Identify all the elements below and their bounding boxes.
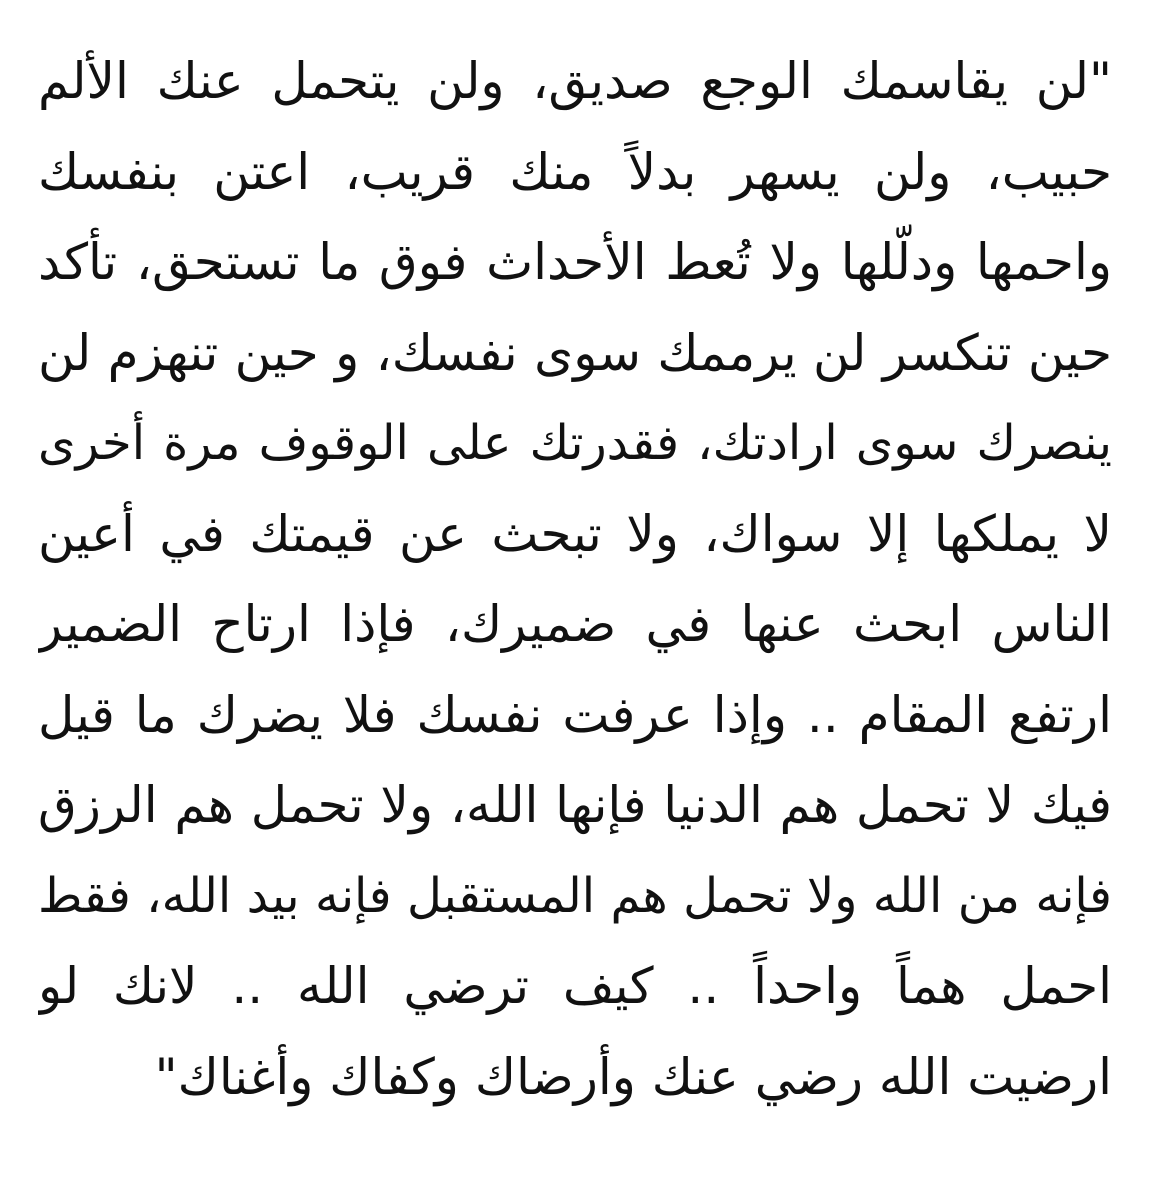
quote-line-12: ارضيت الله رضي عنك وأرضاك وكفاك وأغناك" [154, 1047, 1112, 1106]
quote-line-5: ينصرك سوى ارادتك، فقدرتك على الوقوف مرة أخرى [38, 415, 1112, 471]
quote-line-1: "لن يقاسمك الوجع صديق، ولن يتحمل عنك الألم [38, 52, 1112, 110]
quote-line-10: فإنه من الله ولا تحمل هم المستقبل فإنه بيد الله، فقط [38, 867, 1112, 924]
quote-line-2: حبيب، ولن يسهر بدلاً منك قريب، اعتن بنفسك [38, 142, 1112, 201]
quote-text-block [38, 36, 1112, 1122]
quote-line-3: واحمها ودلّلها ولا تُعط الأحداث فوق ما تستحق، تأكد [38, 233, 1112, 291]
quote-line-4: حين تنكسر لن يرممك سوى نفسك، و حين تنهزم لن [38, 323, 1112, 382]
quote-line-11: احمل هماً واحداً .. كيف ترضي الله .. لانك لو [38, 957, 1112, 1015]
quote-line-6: لا يملكها إلا سواك، ولا تبحث عن قيمتك في أعين [38, 504, 1112, 563]
quote-line-9: فيك لا تحمل هم الدنيا فإنها الله، ولا تحمل هم الرزق [38, 776, 1112, 834]
quote-line-7: الناس ابحث عنها في ضميرك، فإذا ارتاح الضمير [38, 595, 1112, 653]
quote-line-8: ارتفع المقام .. وإذا عرفت نفسك فلا يضرك ما قيل [38, 685, 1112, 744]
